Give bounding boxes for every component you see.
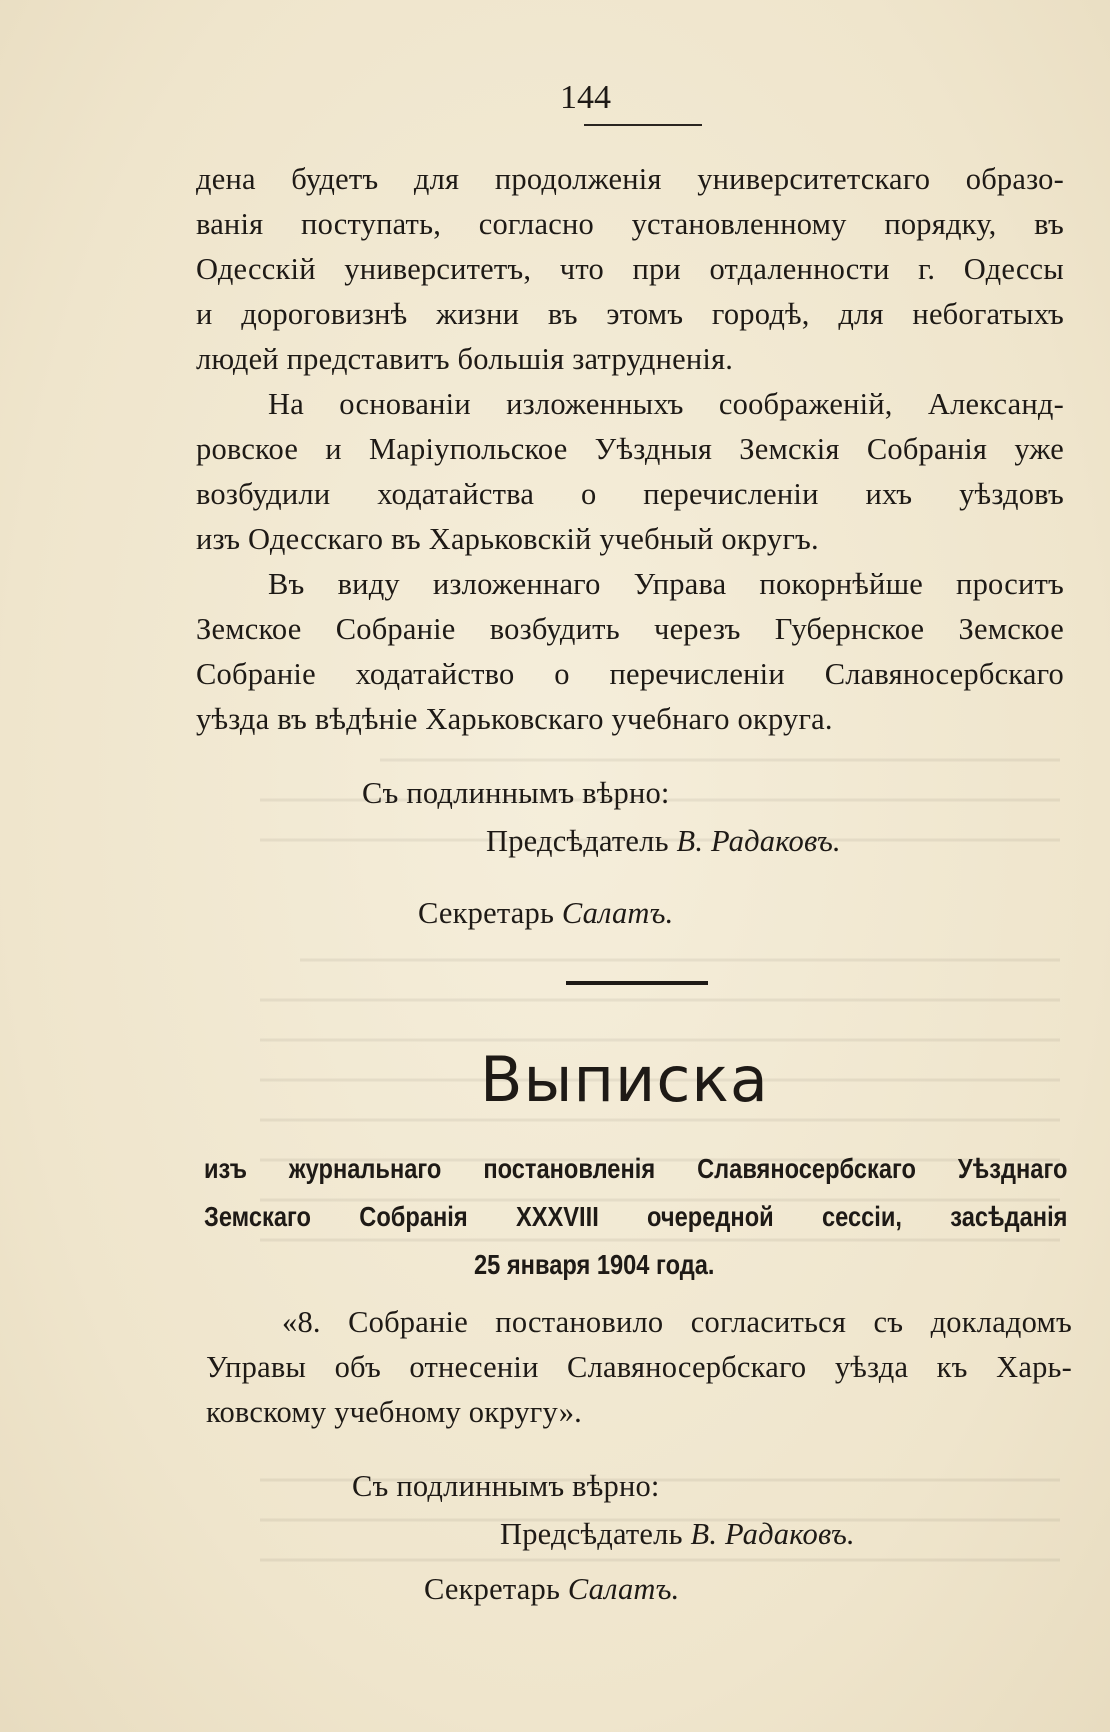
paragraph-3-line-1: Въ виду изложеннаго Управа покорнѣйше проситъ [268, 567, 1064, 601]
paragraph-1-line-4: и дороговизнѣ жизни въ этомъ городѣ, для небогатыхъ [196, 297, 1064, 331]
paragraph-1-line-3: Одесскій университетъ, что при отдаленности г. Одессы [196, 252, 1064, 286]
resolution-line-1: «8. Собраніе постановило согласиться съ докладомъ [282, 1305, 1072, 1339]
chairman-line-2 [500, 1512, 855, 1556]
paragraph-3-line-2: Земское Собраніе возбудить черезъ Губернское Земское [196, 612, 1064, 646]
paragraph-2-line-2: ровское и Маріупольское Уѣздныя Земскія Собранія уже [196, 432, 1064, 466]
chairman-title-1: Предсѣдатель [486, 824, 669, 858]
paragraph-2-line-1: На основаніи изложенныхъ соображеній, Александ- [268, 387, 1064, 421]
certified-true-copy-1: Съ подлиннымъ вѣрно: [362, 776, 670, 810]
page-number: 144 [560, 79, 611, 116]
page-number-rule [584, 124, 702, 126]
paragraph-3-line-3: Собраніе ходатайство о перечисленіи Славяносербскаго [196, 657, 1064, 691]
chairman-title-2: Предсѣдатель [500, 1517, 683, 1551]
subheading-line-3: 25 января 1904 года. [474, 1249, 715, 1280]
paragraph-1-line-2: ванія поступать, согласно установленному порядку, въ [196, 207, 1064, 241]
secretary-line-2 [424, 1567, 680, 1611]
chairman-name-2: В. Радаковъ. [690, 1517, 855, 1551]
paragraph-2-line-4: изъ Одесскаго въ Харьковскій учебный округъ. [196, 522, 819, 556]
section-divider [566, 981, 708, 985]
resolution-line-2: Управы объ отнесеніи Славяносербскаго уѣзда къ Харь- [206, 1350, 1072, 1384]
chairman-name-1: В. Радаковъ. [676, 824, 841, 858]
chairman-line-1 [486, 819, 841, 863]
secretary-name-1: Салатъ. [561, 896, 674, 930]
paragraph-1-line-1: дена будетъ для продолженія университетскаго образо- [196, 162, 1064, 196]
secretary-name-2: Салатъ. [567, 1572, 680, 1606]
extract-heading: Выписка [480, 1043, 769, 1116]
paragraph-3-line-4: уѣзда въ вѣдѣніе Харьковскаго учебнаго округа. [196, 702, 833, 736]
secretary-title-2: Секретарь [424, 1572, 561, 1606]
subheading-line-1: изъ журнальнаго постановленія Славяносербскаго Уѣзднаго [204, 1153, 1068, 1184]
paragraph-1-line-5: людей представитъ большія затрудненія. [196, 342, 734, 376]
resolution-line-3: ковскому учебному округу». [206, 1395, 582, 1429]
subheading-line-2: Земскаго Собранія XXXVIII очередной сессіи, засѣданія [204, 1201, 1068, 1232]
paragraph-2-line-3: возбудили ходатайства о перечисленіи ихъ уѣздовъ [196, 477, 1064, 511]
secretary-title-1: Секретарь [418, 896, 555, 930]
secretary-line-1 [418, 891, 674, 935]
certified-true-copy-2: Съ подлиннымъ вѣрно: [352, 1469, 660, 1503]
